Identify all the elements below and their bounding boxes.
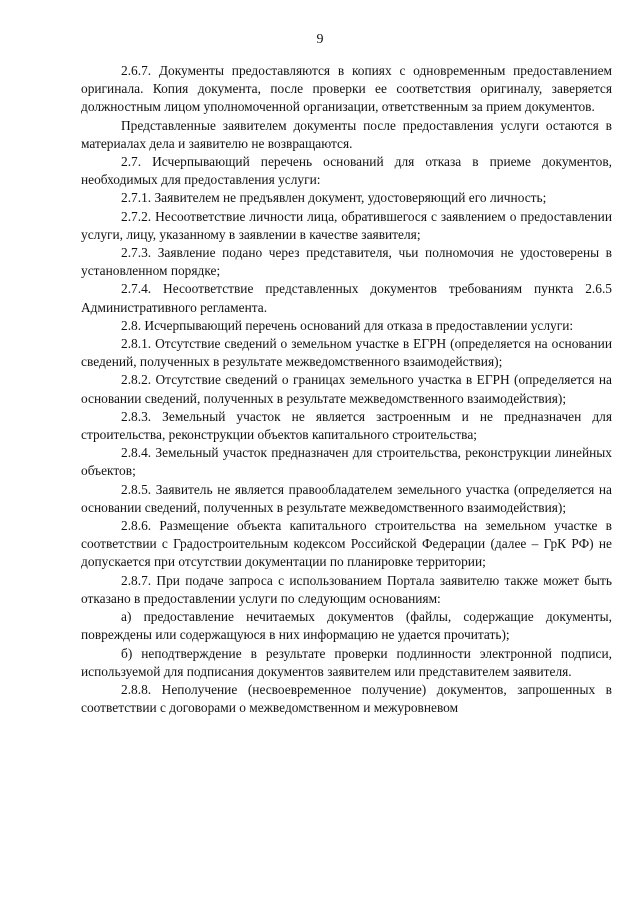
paragraph-2-8-2: 2.8.2. Отсутствие сведений о границах земельного участка в ЕГРН (определяется на основании сведений, полученных в результате межведомственного взаимодействия); [81,372,612,406]
page-number: 9 [316,32,324,47]
paragraph-2-8-5: 2.8.5. Заявитель не является правообладателем земельного участка (определяется на основании сведений, полученных в результате межведомственного взаимодействия); [81,481,612,515]
paragraph-2-8-4: 2.8.4. Земельный участок предназначен для строительства, реконструкции линейных объектов; [81,445,612,479]
paragraph-2-7: 2.7. Исчерпывающий перечень оснований для отказа в приеме документов, необходимых для предоставления услуги: [81,154,612,188]
paragraph-2-7-2: 2.7.2. Несоответствие личности лица, обратившегося с заявлением о предоставлении услуги, лицу, указанному в заявлении в качестве заявителя; [81,208,612,242]
paragraph-2-8-1: 2.8.1. Отсутствие сведений о земельном участке в ЕГРН (определяется на основании сведений, полученных в результате межведомственного взаимодействия); [81,336,612,370]
document-body [81,62,612,717]
paragraph-2-6-7: 2.6.7. Документы предоставляются в копиях с одновременным предоставлением оригинала. Копия документа, после проверки ее соответствия оригиналу, заверяется должностным лицом уполномоченной организации, ответственным за прием документов. [81,63,612,115]
paragraph-2-8-8: 2.8.8. Неполучение (несвоевременное получение) документов, запрошенных в соответствии с договорами о межведомственном и межуровневом [81,681,612,716]
paragraph-documents-retained: Представленные заявителем документы после предоставления услуги остаются в материалах дела и заявителю не возвращаются. [81,117,612,151]
paragraph-2-7-3: 2.7.3. Заявление подано через представителя, чьи полномочия не удостоверены в установленном порядке; [81,245,612,279]
paragraph-2-8-3: 2.8.3. Земельный участок не является застроенным и не предназначен для строительства, реконструкции объектов капитального строительства; [81,408,612,443]
paragraph-2-7-1: 2.7.1. Заявителем не предъявлен документ, удостоверяющий его личность; [121,190,547,206]
paragraph-2-8-7: 2.8.7. При подаче запроса с использованием Портала заявителю также может быть отказано в предоставлении услуги по следующим основаниям: [81,572,612,606]
paragraph-item-b: б) неподтверждение в результате проверки подлинности электронной подписи, используемой для подписания документов заявителем или представителем заявителя. [81,645,612,679]
paragraph-2-8-6: 2.8.6. Размещение объекта капитального строительства на земельном участке в соответствии с Градостроительным кодексом Российской Федерации (далее – ГрК РФ) не допускается при отсутствии документации по планировке территории; [81,518,612,570]
paragraph-item-a: а) предоставление нечитаемых документов (файлы, содержащие документы, повреждены или содержащуюся в них информацию не удается прочитать); [81,609,612,643]
paragraph-2-8: 2.8. Исчерпывающий перечень оснований для отказа в предоставлении услуги: [121,317,574,333]
paragraph-2-7-4: 2.7.4. Несоответствие представленных документов требованиям пункта 2.6.5 Административного регламента. [81,281,612,315]
